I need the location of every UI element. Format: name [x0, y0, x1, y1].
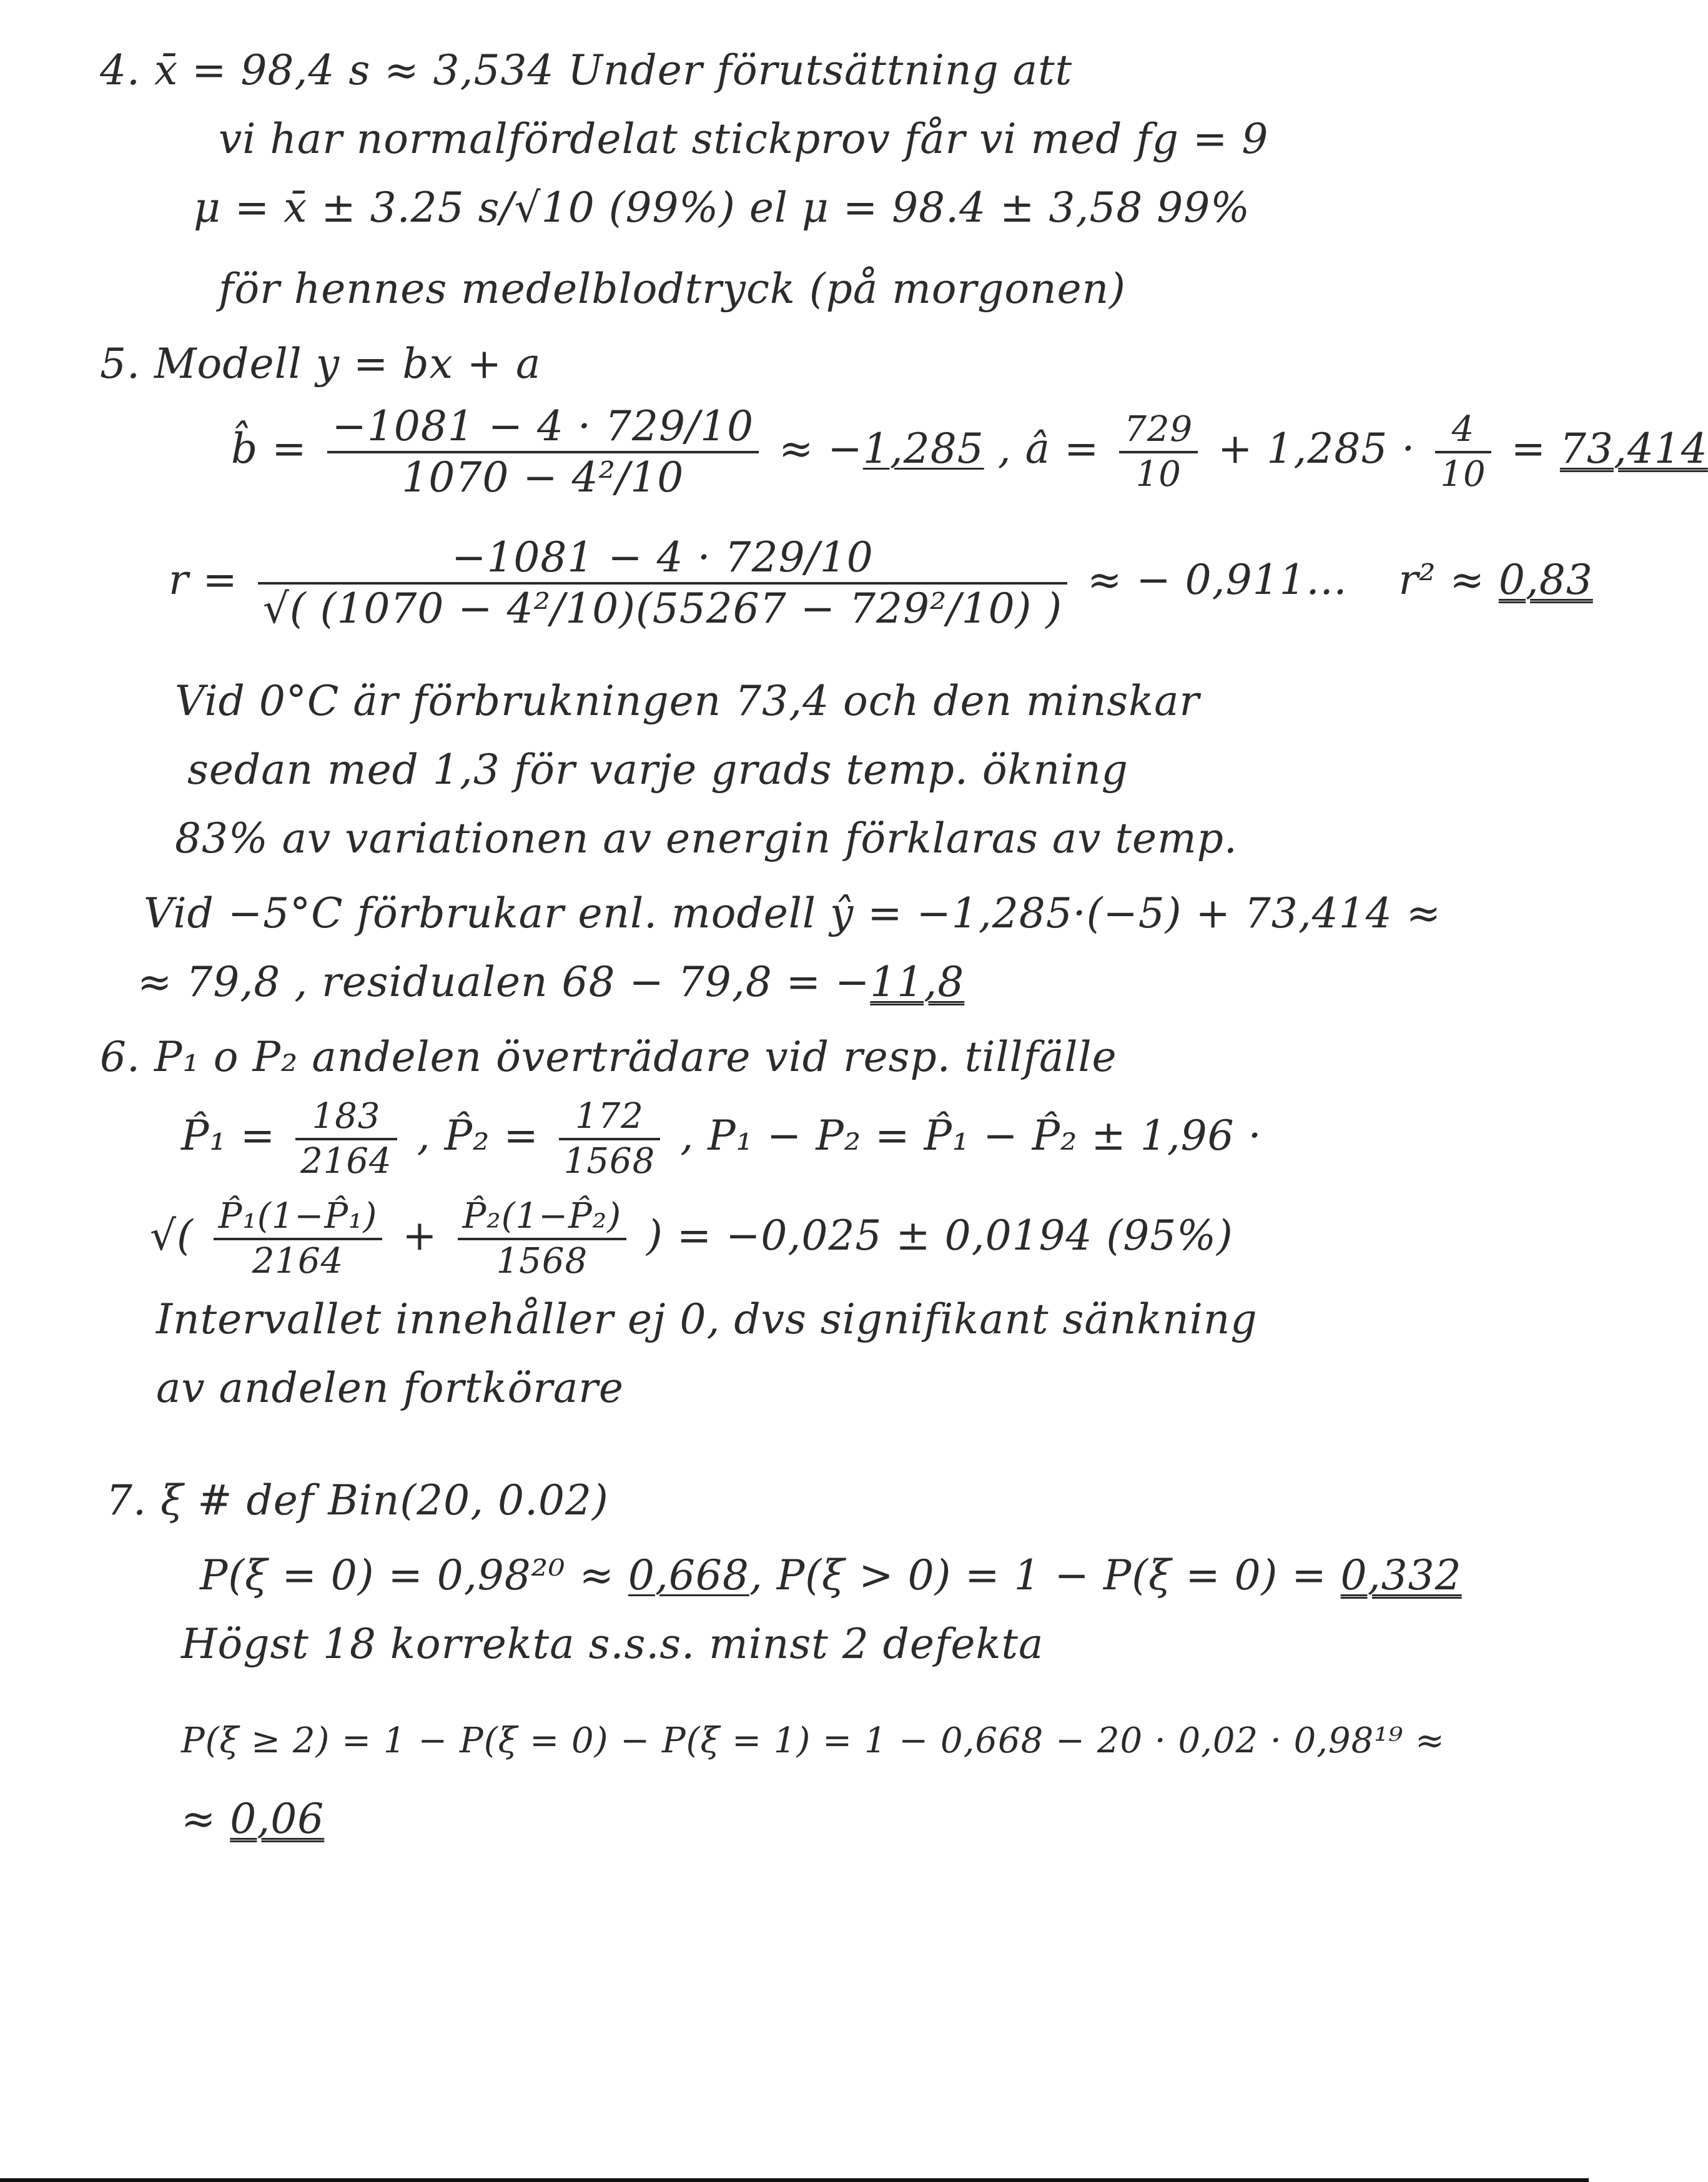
p1-hat-fraction	[295, 1096, 397, 1182]
a-hat-fraction-2	[1435, 409, 1491, 495]
b-hat-numerator: −1081 − 4 · 729/10	[327, 406, 759, 453]
problem-6-line-1: 6. P₁ o P₂ andelen överträdare vid resp. tillfälle	[100, 1033, 1117, 1081]
problem-7-line-3: Högst 18 korrekta s.s.s. minst 2 defekta	[181, 1620, 1044, 1668]
r-denominator: √( (1070 − 4²/10)(55267 − 729²/10) )	[262, 585, 1063, 633]
problem-5-prediction: Vid −5°C förbrukar enl. modell ŷ = −1,285·(−5) + 73,414 ≈	[144, 889, 1441, 937]
a-hat-denominator: 10	[1135, 454, 1182, 495]
problem-5-interpretation-3: 83% av variationen av energin förklaras av temp.	[175, 814, 1238, 862]
se-term-2-denominator: 1568	[496, 1241, 588, 1281]
b-hat-lhs: b̂ =	[231, 425, 307, 473]
problem-5-b-estimate	[231, 402, 1708, 501]
problem-6-conclusion-1: Intervallet innehåller ej 0, dvs signifikant sänkning	[156, 1295, 1258, 1343]
p2-hat-fraction	[559, 1096, 661, 1182]
a-hat-numerator-2: 4	[1435, 412, 1491, 453]
a-hat-equals: =	[1511, 425, 1546, 473]
r-squared-value: 0,83	[1498, 556, 1593, 604]
problem-5-correlation	[169, 533, 1593, 633]
a-hat-numerator: 729	[1119, 412, 1198, 453]
r-approx: ≈ − 0,911...	[1087, 556, 1348, 604]
r-lhs: r =	[169, 556, 238, 604]
r-fraction	[258, 533, 1067, 633]
p2-hat-numerator: 172	[559, 1099, 661, 1140]
problem-5-residual	[137, 958, 965, 1006]
p-positive-text: , P(ξ > 0) = 1 − P(ξ = 0) =	[749, 1551, 1327, 1599]
problem-7-final	[181, 1795, 325, 1843]
se-term-2-numerator: P̂₂(1−P̂₂)	[458, 1199, 627, 1240]
p1-hat-lhs: P̂₁ =	[181, 1112, 276, 1160]
p-positive-value: 0,332	[1340, 1551, 1462, 1599]
residual-text: ≈ 79,8 , residualen 68 − 79,8 = −	[137, 958, 871, 1006]
sqrt-open: √(	[150, 1212, 194, 1260]
b-hat-value: 1,285	[862, 425, 984, 473]
p-zero-text: P(ξ = 0) = 0,98²⁰ ≈	[200, 1551, 615, 1599]
p2-hat-denominator: 1568	[563, 1141, 656, 1182]
p1-hat-numerator: 183	[295, 1099, 397, 1140]
problem-7-line-1: 7. ξ # def Bin(20, 0.02)	[106, 1476, 609, 1524]
p-zero-value: 0,668	[628, 1551, 749, 1599]
se-term-2	[458, 1196, 627, 1281]
problem-6-interval	[150, 1196, 1233, 1281]
a-hat-middle: + 1,285 ·	[1218, 425, 1416, 473]
final-value: 0,06	[230, 1795, 325, 1843]
p2-hat-lhs: , P̂₂ =	[417, 1112, 539, 1160]
a-hat-lhs: , â =	[997, 425, 1100, 473]
residual-value: 11,8	[870, 958, 965, 1006]
p1-hat-denominator: 2164	[300, 1141, 392, 1182]
problem-4-line-4: för hennes medelblodtryck (på morgonen)	[219, 265, 1126, 313]
problem-4-line-3: μ = x̄ ± 3.25 s/√10 (99%) el μ = 98.4 ± 3,58 99%	[194, 184, 1251, 232]
se-term-1	[214, 1196, 383, 1281]
bottom-scan-border	[0, 2178, 1589, 2182]
b-hat-denominator: 1070 − 4²/10	[402, 453, 684, 501]
b-hat-approx: ≈ −	[779, 425, 863, 473]
problem-5-line-1: 5. Modell y = bx + a	[100, 340, 541, 388]
problem-7-line-4: P(ξ ≥ 2) = 1 − P(ξ = 0) − P(ξ = 1) = 1 − 0,668 − 20 · 0,02 · 0,98¹⁹ ≈	[181, 1720, 1445, 1761]
a-hat-value: 73,414	[1559, 425, 1708, 473]
confidence-interval-result: ) = −0,025 ± 0,0194 (95%)	[646, 1212, 1233, 1260]
problem-5-interpretation-1: Vid 0°C är förbrukningen 73,4 och den minskar	[175, 677, 1200, 725]
se-term-1-numerator: P̂₁(1−P̂₁)	[214, 1199, 383, 1240]
problem-5-interpretation-2: sedan med 1,3 för varje grads temp. ökning	[187, 746, 1128, 794]
se-plus: +	[402, 1212, 438, 1260]
r-squared-lhs: r² ≈	[1398, 556, 1485, 604]
p-difference: , P₁ − P₂ = P̂₁ − P̂₂ ± 1,96 ·	[680, 1112, 1262, 1160]
a-hat-denominator-2: 10	[1440, 454, 1486, 495]
a-hat-fraction	[1119, 409, 1198, 495]
b-hat-fraction	[327, 402, 759, 501]
problem-6-estimates	[181, 1096, 1262, 1182]
final-approx: ≈	[181, 1795, 217, 1843]
se-term-1-denominator: 2164	[252, 1241, 344, 1281]
problem-4-line-2: vi har normalfördelat stickprov får vi med fg = 9	[219, 115, 1269, 163]
problem-6-conclusion-2: av andelen fortkörare	[156, 1364, 624, 1412]
problem-4-line-1: 4. x̄ = 98,4 s ≈ 3,534 Under förutsättning att	[100, 46, 1073, 94]
r-numerator: −1081 − 4 · 729/10	[258, 537, 1067, 585]
problem-7-probabilities	[200, 1551, 1462, 1599]
